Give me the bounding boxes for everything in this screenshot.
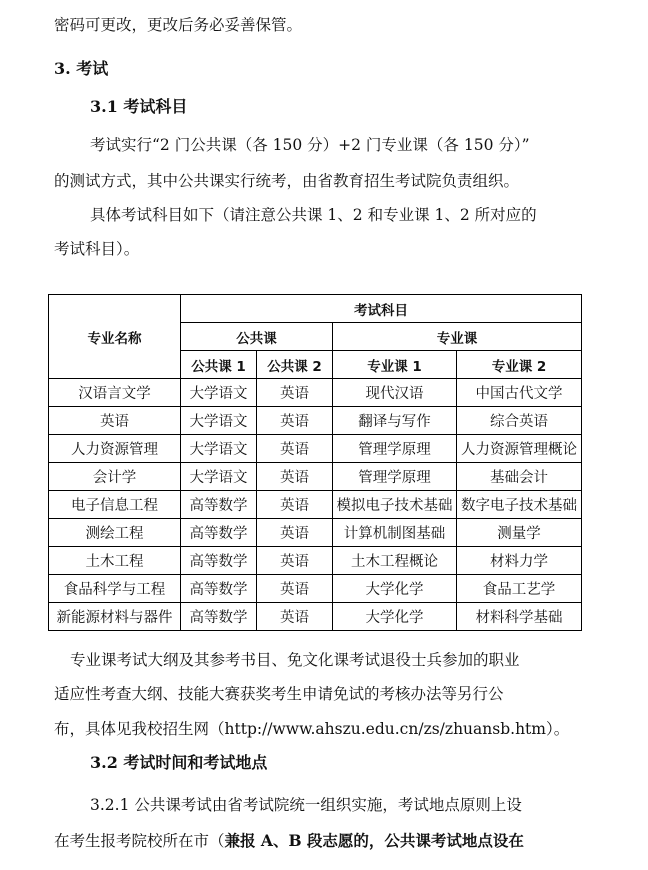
subheading-exam-subjects: 3.1 考试科目 <box>90 97 188 116</box>
paragraph-continuation: 密码可更改，更改后务必妥善保管。 <box>54 16 303 34</box>
cell-major: 测绘工程 <box>49 519 181 547</box>
header-professional-1: 专业课 1 <box>333 351 457 379</box>
paragraph-syllabus-line2: 适应性考查大纲、技能大赛获奖考生申请免试的考核办法等另行公 <box>54 685 504 703</box>
table-row <box>49 519 582 547</box>
cell-public-1: 高等数学 <box>181 575 257 603</box>
cell-public-2: 英语 <box>257 407 333 435</box>
cell-major: 土木工程 <box>49 547 181 575</box>
cell-major: 人力资源管理 <box>49 435 181 463</box>
cell-major: 电子信息工程 <box>49 491 181 519</box>
header-professional-courses: 专业课 <box>333 323 582 351</box>
cell-professional-2: 材料科学基础 <box>457 603 582 631</box>
cell-professional-2: 综合英语 <box>457 407 582 435</box>
cell-professional-2: 中国古代文学 <box>457 379 582 407</box>
table-row <box>49 435 582 463</box>
table-row <box>49 379 582 407</box>
cell-professional-2: 测量学 <box>457 519 582 547</box>
cell-public-2: 英语 <box>257 603 333 631</box>
cell-professional-1: 大学化学 <box>333 603 457 631</box>
header-public-courses: 公共课 <box>181 323 333 351</box>
cell-professional-2: 材料力学 <box>457 547 582 575</box>
cell-major: 英语 <box>49 407 181 435</box>
table-row <box>49 407 582 435</box>
paragraph-public-exam-line1: 3.2.1 公共课考试由省考试院统一组织实施，考试地点原则上设 <box>90 796 522 814</box>
cell-major: 汉语言文学 <box>49 379 181 407</box>
cell-public-1: 高等数学 <box>181 547 257 575</box>
cell-public-1: 高等数学 <box>181 603 257 631</box>
cell-professional-1: 现代汉语 <box>333 379 457 407</box>
subheading-exam-time-place: 3.2 考试时间和考试地点 <box>90 753 268 772</box>
table-header-row <box>49 295 582 323</box>
table-row <box>49 575 582 603</box>
cell-professional-1: 模拟电子技术基础 <box>333 491 457 519</box>
cell-professional-2: 食品工艺学 <box>457 575 582 603</box>
table-row <box>49 463 582 491</box>
cell-public-1: 大学语文 <box>181 407 257 435</box>
paragraph-public-exam-line2 <box>54 830 524 852</box>
cell-public-1: 高等数学 <box>181 491 257 519</box>
paragraph-syllabus-line3: 布，具体见我校招生网（http://www.ahszu.edu.cn/zs/zhuansb.htm）。 <box>54 720 570 738</box>
cell-public-1: 大学语文 <box>181 379 257 407</box>
cell-professional-1: 管理学原理 <box>333 463 457 491</box>
cell-professional-1: 大学化学 <box>333 575 457 603</box>
cell-public-2: 英语 <box>257 547 333 575</box>
cell-major: 食品科学与工程 <box>49 575 181 603</box>
paragraph-subjects-intro-line2: 考试科目）。 <box>54 240 140 258</box>
cell-professional-1: 土木工程概论 <box>333 547 457 575</box>
table-row <box>49 491 582 519</box>
header-exam-subjects: 考试科目 <box>181 295 582 323</box>
paragraph-public-exam-line2-normal: 在考生报考院校所在市（ <box>54 832 225 850</box>
cell-public-2: 英语 <box>257 463 333 491</box>
cell-public-2: 英语 <box>257 575 333 603</box>
paragraph-syllabus-line1: 专业课考试大纲及其参考书目、免文化课考试退役士兵参加的职业 <box>70 651 520 669</box>
cell-professional-2: 数字电子技术基础 <box>457 491 582 519</box>
cell-public-1: 大学语文 <box>181 435 257 463</box>
cell-professional-1: 计算机制图基础 <box>333 519 457 547</box>
paragraph-public-exam-line2-bold: 兼报 A、B 段志愿的，公共课考试地点设在 <box>224 831 524 850</box>
header-major-name: 专业名称 <box>49 295 181 379</box>
cell-professional-2: 基础会计 <box>457 463 582 491</box>
cell-public-2: 英语 <box>257 519 333 547</box>
cell-public-2: 英语 <box>257 435 333 463</box>
paragraph-exam-format-line2: 的测试方式，其中公共课实行统考，由省教育招生考试院负责组织。 <box>54 172 520 190</box>
cell-public-2: 英语 <box>257 379 333 407</box>
table-row <box>49 547 582 575</box>
section-heading-exam: 3. 考试 <box>54 59 109 78</box>
header-public-1: 公共课 1 <box>181 351 257 379</box>
cell-major: 新能源材料与器件 <box>49 603 181 631</box>
cell-public-1: 高等数学 <box>181 519 257 547</box>
cell-professional-1: 翻译与写作 <box>333 407 457 435</box>
cell-professional-2: 人力资源管理概论 <box>457 435 582 463</box>
exam-subjects-table <box>48 294 582 631</box>
table-row <box>49 603 582 631</box>
cell-major: 会计学 <box>49 463 181 491</box>
cell-public-1: 大学语文 <box>181 463 257 491</box>
cell-professional-1: 管理学原理 <box>333 435 457 463</box>
header-professional-2: 专业课 2 <box>457 351 582 379</box>
paragraph-subjects-intro-line1: 具体考试科目如下（请注意公共课 1、2 和专业课 1、2 所对应的 <box>90 206 537 224</box>
paragraph-exam-format-line1: 考试实行“2 门公共课（各 150 分）+2 门专业课（各 150 分）” <box>90 136 530 154</box>
header-public-2: 公共课 2 <box>257 351 333 379</box>
cell-public-2: 英语 <box>257 491 333 519</box>
